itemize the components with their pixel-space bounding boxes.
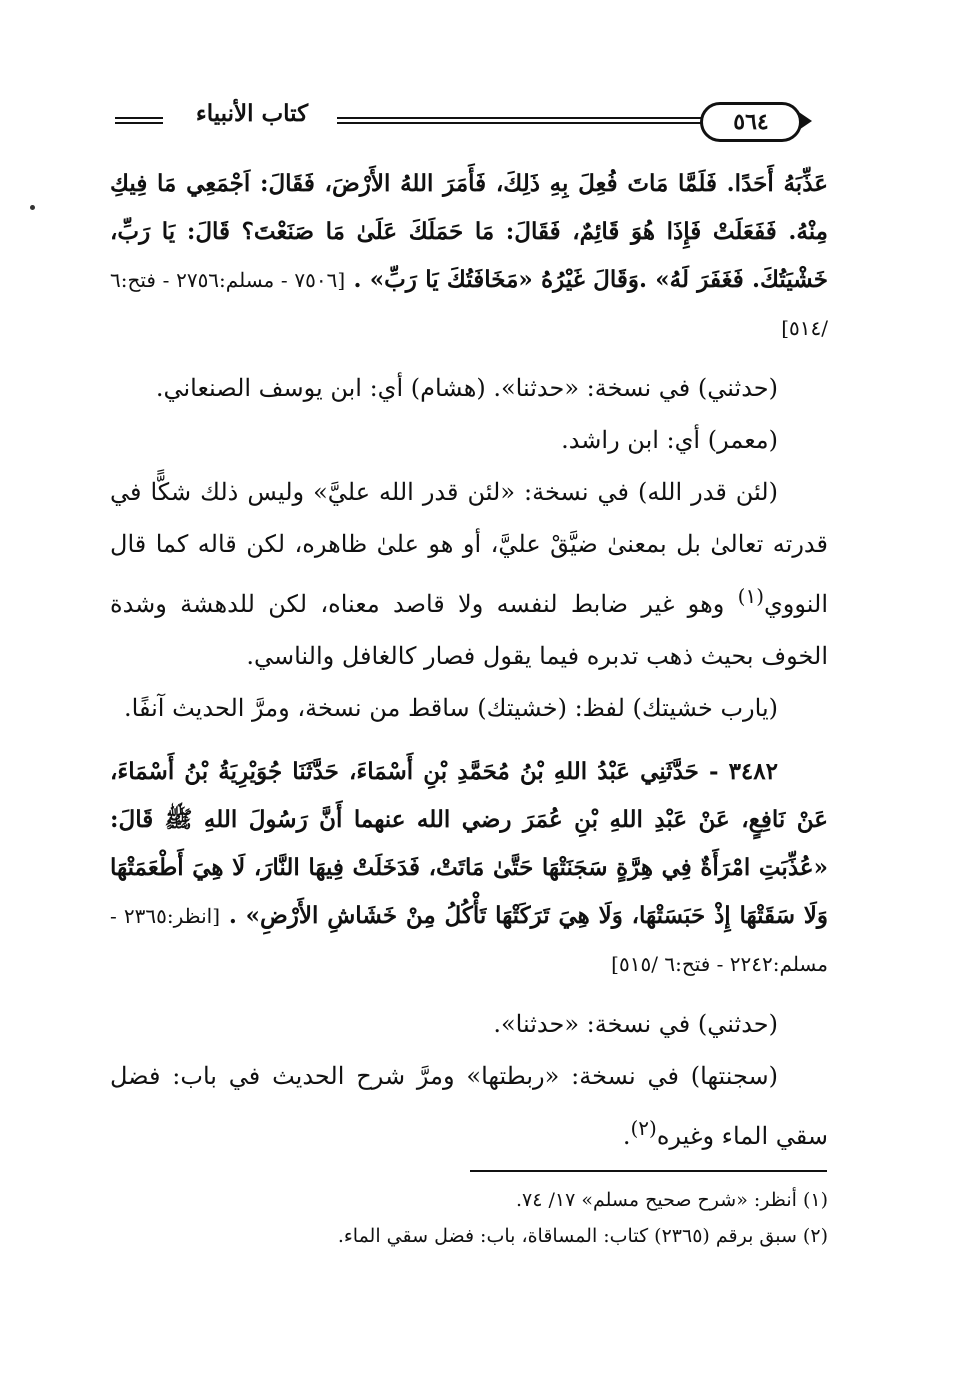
commentary-line: (معمر) أي: ابن راشد. <box>561 426 778 454</box>
commentary-line: (حدثني) في نسخة: «حدثنا». <box>493 1010 778 1038</box>
footnote-marker: (١) <box>737 584 764 608</box>
book-title: كتاب الأنبياء <box>195 100 309 127</box>
footnote-1: (١) أنظر: «شرح صحيح مسلم» ١٧/ ٧٤. <box>515 1189 828 1211</box>
commentary-line: (حدثني) في نسخة: «حدثنا». (هشام) أي: ابن يوسف الصنعاني. <box>155 374 778 402</box>
header-rule-left <box>115 117 163 124</box>
scan-speck <box>30 205 35 210</box>
page-header <box>115 100 825 148</box>
footnote-2: (٢) سبق برقم (٢٣٦٥) كتاب: المساقاة، باب: فضل سقي الماء. <box>337 1225 828 1247</box>
footnote-separator <box>470 1170 827 1172</box>
hadith-body: عَذِّبَهُ أَحَدًا. فَلَمَّا مَاتَ فُعِلَ بِهِ ذَلِكَ، فَأَمَرَ اللهُ الأَرْضَ، فَقَالَ: اَجْمَعِي مَا فِيكِ مِنْهُ. فَفَعَلَتْ فَإِذَا هُوَ قَائِمٌ، فَقَالَ: مَا حَمَلَكَ عَلَىٰ مَا صَنَعْتَ؟ قَالَ: يَا رَبِّ، خَشْيَتُكَ. فَغَفَرَ لَهُ» .وَقَالَ غَيْرُهُ «مَخَافَتُكَ يَا رَبِّ» . <box>110 170 829 293</box>
commentary-text: (لئن قدر الله) في نسخة: «لئن قدر الله عليَّ» وليس ذلك شكًّا في قدرته تعالىٰ بل بمعنىٰ ضيَّقْ عليَّ، أو هو علىٰ ظاهره، لكن قاله كما قال النووي <box>110 478 828 618</box>
commentary-text: وهو غير ضابط لنفسه ولا قاصد معناه، لكن للدهشة وشدة الخوف بحيث ذهب تدبره فيما يقول فصار كالغافل والناسي. <box>110 590 828 670</box>
hadith-reference: [انظر:٢٣٦٥ - مسلم:٢٢٤٢ - فتح:٦ /٥١٥] <box>110 904 828 976</box>
commentary-text: (سجنتها) في نسخة: «ربطتها» ومرَّ شرح الحديث في باب: فضل سقي الماء وغيره <box>110 1062 828 1150</box>
hadith-reference: [٧٥٠٦ - مسلم:٢٧٥٦ - فتح:٦ /٥١٤] <box>110 268 828 340</box>
commentary-line: (يارب خشيتك) لفظ: (خشيتك) ساقط من نسخة، ومرَّ الحديث آنفًا. <box>124 694 778 722</box>
commentary-paragraph <box>110 466 828 682</box>
main-content <box>110 160 828 1162</box>
hadith-body: ٣٤٨٢ - حَدَّثَنِي عَبْدُ اللهِ بْنُ مُحَمَّدِ بْنِ أَسْمَاءَ، حَدَّثَنَا جُوَيْرِيَةُ بْنُ أَسْمَاءَ، عَنْ نَافِعٍ، عَنْ عَبْدِ اللهِ بْنِ عُمَرَ رضي الله عنهما أَنَّ رَسُولَ اللهِ ﷺ قَالَ: «عُذِّبَتِ امْرَأَةٌ فِي هِرَّةٍ سَجَنَتْهَا حَتَّىٰ مَاتَتْ، فَدَخَلَتْ فِيهَا النَّارَ، لَا هِيَ أَطْعَمَتْهَا وَلَا سَقَتْهَا إِذْ حَبَسَتْهَا، وَلَا هِيَ تَرَكَتْهَا تَأْكُلُ مِنْ خَشَاشِ الأَرْضِ» . <box>110 758 828 929</box>
page-number: ٥٦٤ <box>700 102 802 142</box>
footnote-marker: (٢) <box>630 1116 657 1140</box>
hadith-3482 <box>110 748 828 988</box>
hadith-text-continued <box>110 160 828 352</box>
footnotes <box>110 1182 828 1254</box>
commentary-paragraph: (سجنتها) في نسخة: «ربطتها» ومرَّ شرح الحديث في باب: فضل سقي الماء وغيره$^{(٢)}$. <box>110 1062 828 1150</box>
